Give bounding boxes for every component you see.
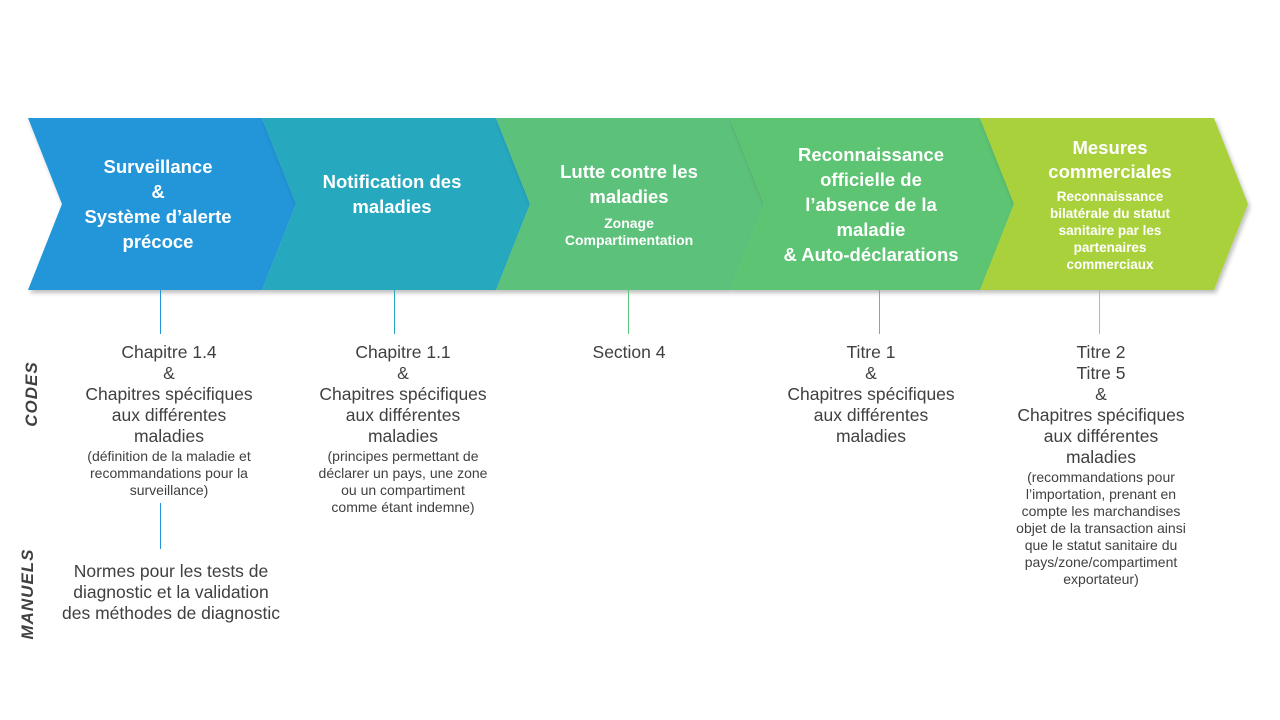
codes-main: Titre 2 Titre 5 & Chapitres spécifiques aux différentes maladies	[1017, 342, 1185, 467]
step-subtitle: Reconnaissance bilatérale du statut sanitaire par les partenaires commerciaux	[1049, 188, 1171, 272]
connector-line	[160, 290, 161, 334]
step-title: Notification des maladies	[322, 171, 462, 217]
step-title: Mesures commerciales	[1048, 136, 1172, 182]
step-title: Lutte contre les maladies	[560, 161, 698, 207]
codes-column-reconnaissance	[760, 342, 982, 447]
codes-column-notification	[292, 342, 514, 516]
codes-main: Titre 1 & Chapitres spécifiques aux différentes maladies	[787, 342, 955, 446]
step-title: Surveillance & Système d’alerte précoce	[84, 156, 232, 252]
codes-label: CODES	[22, 361, 41, 427]
step-subtitle: Zonage Compartimentation	[564, 215, 694, 248]
step-mesures	[1010, 118, 1210, 290]
codes-note: (définition de la maladie et recommandations pour la surveillance)	[87, 448, 251, 498]
codes-main: Chapitre 1.4 & Chapitres spécifiques aux différentes maladies	[85, 342, 253, 446]
codes-note: (principes permettant de déclarer un pays, une zone ou un compartiment comme étant indemne)	[318, 448, 488, 515]
codes-main: Section 4	[592, 342, 666, 362]
manuels-label: MANUELS	[18, 548, 37, 640]
codes-column-lutte	[518, 342, 740, 363]
connector-line	[879, 290, 880, 334]
step-surveillance	[58, 118, 258, 290]
connector-line	[394, 290, 395, 334]
codes-note: (recommandations pour l’importation, prenant en compte les marchandises objet de la transaction ainsi que le statut sanitaire du pays/zone/compartiment exportateur)	[1016, 469, 1186, 587]
codes-column-surveillance	[58, 342, 280, 499]
codes-main: Chapitre 1.1 & Chapitres spécifiques aux différentes maladies	[319, 342, 487, 446]
connector-line	[1099, 290, 1100, 334]
step-notification	[292, 108, 492, 280]
step-title: Reconnaissance officielle de l’absence de la maladie & Auto-déclarations	[783, 143, 959, 265]
connector-line	[628, 290, 629, 334]
step-lutte	[526, 118, 732, 290]
codes-column-mesures	[984, 342, 1218, 588]
manual-text: Normes pour les tests de diagnostic et la validation des méthodes de diagnostic	[62, 561, 280, 623]
step-reconnaissance	[760, 118, 982, 290]
connector-line	[160, 503, 161, 549]
manuels-column-surveillance	[40, 561, 302, 624]
